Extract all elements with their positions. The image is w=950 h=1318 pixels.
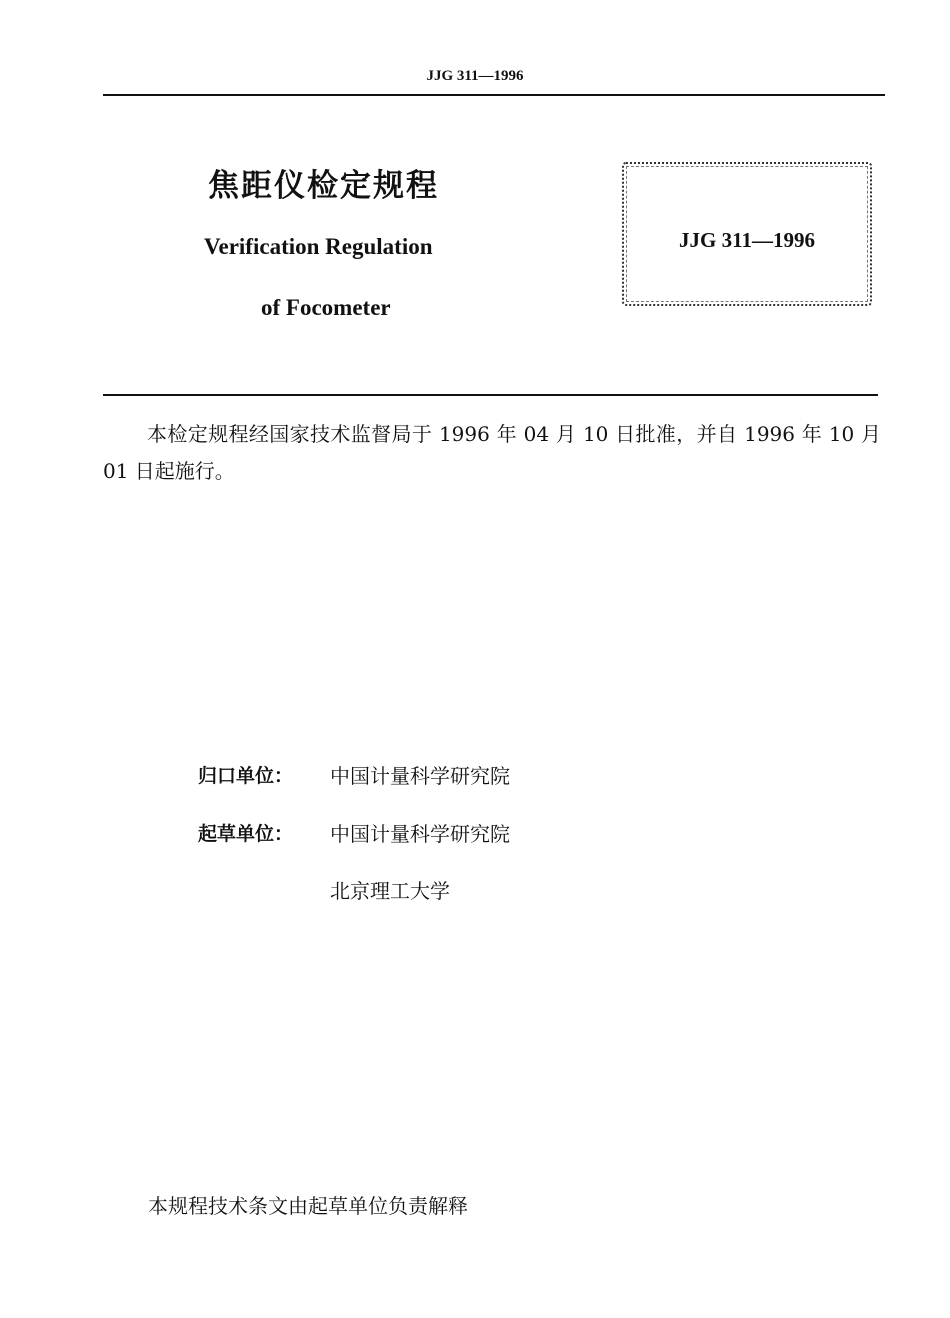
section-rule bbox=[103, 394, 878, 396]
running-header: JJG 311—1996 bbox=[426, 68, 524, 84]
responsible-unit-value: 中国计量科学研究院 bbox=[330, 764, 510, 788]
title-english-line1: Verification Regulation bbox=[204, 234, 433, 259]
responsible-unit-label: 归口单位： bbox=[198, 765, 294, 787]
standard-code-text: JJG 311—1996 bbox=[679, 228, 815, 252]
drafting-unit-value-1: 中国计量科学研究院 bbox=[330, 822, 510, 846]
title-chinese: 焦距仪检定规程 bbox=[208, 168, 439, 204]
standard-code-box bbox=[622, 162, 872, 306]
interpretation-note: 本规程技术条文由起草单位负责解释 bbox=[148, 1194, 468, 1218]
title-english-line2: of Focometer bbox=[261, 295, 391, 320]
header-rule bbox=[103, 94, 885, 96]
approval-statement: 本检定规程经国家技术监督局于 1996 年 04 月 10 日批准，并自 1996 年 10 月 01 日起施行。 bbox=[103, 422, 881, 483]
drafting-unit-label: 起草单位： bbox=[198, 823, 294, 845]
drafting-unit-value-2: 北京理工大学 bbox=[330, 879, 450, 903]
